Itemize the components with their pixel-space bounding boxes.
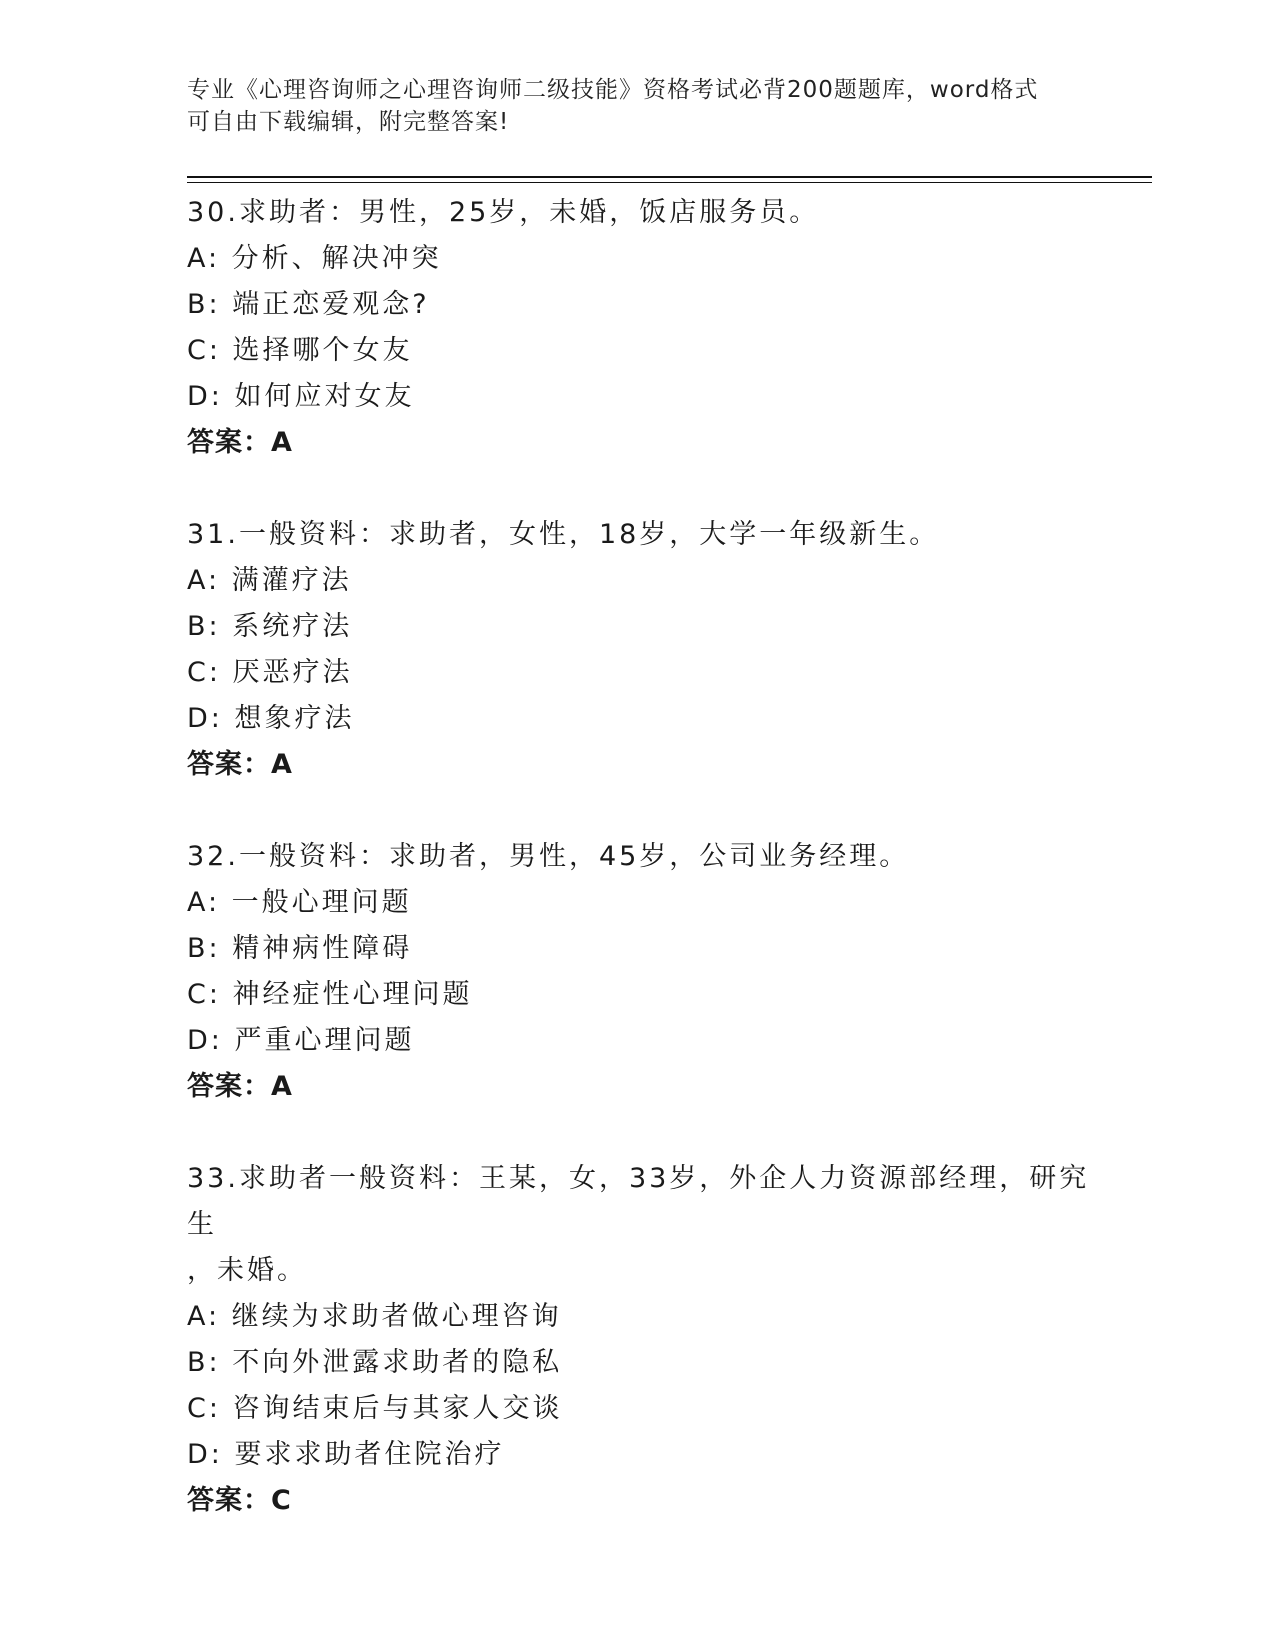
option-d: D: 想象疗法 — [187, 703, 355, 734]
option-d: D: 要求求助者住院治疗 — [187, 1439, 505, 1470]
question-33 — [187, 1156, 1107, 1524]
option-a: A: 继续为求助者做心理咨询 — [187, 1301, 562, 1332]
question-stem-line-2: ，未婚。 — [187, 1255, 307, 1286]
question-stem: 30.求助者：男性，25岁，未婚，饭店服务员。 — [187, 197, 820, 228]
option-a: A: 一般心理问题 — [187, 887, 412, 918]
question-32 — [187, 834, 1107, 1110]
answer-label: 答案：A — [187, 427, 293, 458]
question-list — [187, 190, 1107, 1570]
header-divider-thin — [187, 182, 1152, 183]
answer-label: 答案：A — [187, 1071, 293, 1102]
question-stem: 32.一般资料：求助者，男性，45岁，公司业务经理。 — [187, 841, 910, 872]
question-30 — [187, 190, 1107, 466]
option-a: A: 满灌疗法 — [187, 565, 352, 596]
option-c: C: 神经症性心理问题 — [187, 979, 473, 1010]
header-divider-thick — [187, 176, 1152, 178]
option-b: B: 不向外泄露求助者的隐私 — [187, 1347, 563, 1378]
answer-label: 答案：C — [187, 1485, 292, 1516]
question-31 — [187, 512, 1107, 788]
header-line-1: 专业《心理咨询师之心理咨询师二级技能》资格考试必背200题题库，word格式 — [187, 77, 1039, 103]
option-c: C: 咨询结束后与其家人交谈 — [187, 1393, 563, 1424]
option-d: D: 如何应对女友 — [187, 381, 415, 412]
option-d: D: 严重心理问题 — [187, 1025, 415, 1056]
option-a: A: 分析、解决冲突 — [187, 243, 442, 274]
header-line-2: 可自由下载编辑，附完整答案! — [187, 109, 510, 135]
option-b: B: 精神病性障碍 — [187, 933, 413, 964]
option-b: B: 端正恋爱观念? — [187, 289, 430, 320]
option-b: B: 系统疗法 — [187, 611, 353, 642]
option-c: C: 选择哪个女友 — [187, 335, 413, 366]
document-header — [187, 74, 1087, 138]
answer-label: 答案：A — [187, 749, 293, 780]
option-c: C: 厌恶疗法 — [187, 657, 353, 688]
question-stem-line-1: 33.求助者一般资料：王某，女，33岁，外企人力资源部经理，研究生 — [187, 1163, 1090, 1240]
question-stem: 31.一般资料：求助者，女性，18岁，大学一年级新生。 — [187, 519, 940, 550]
